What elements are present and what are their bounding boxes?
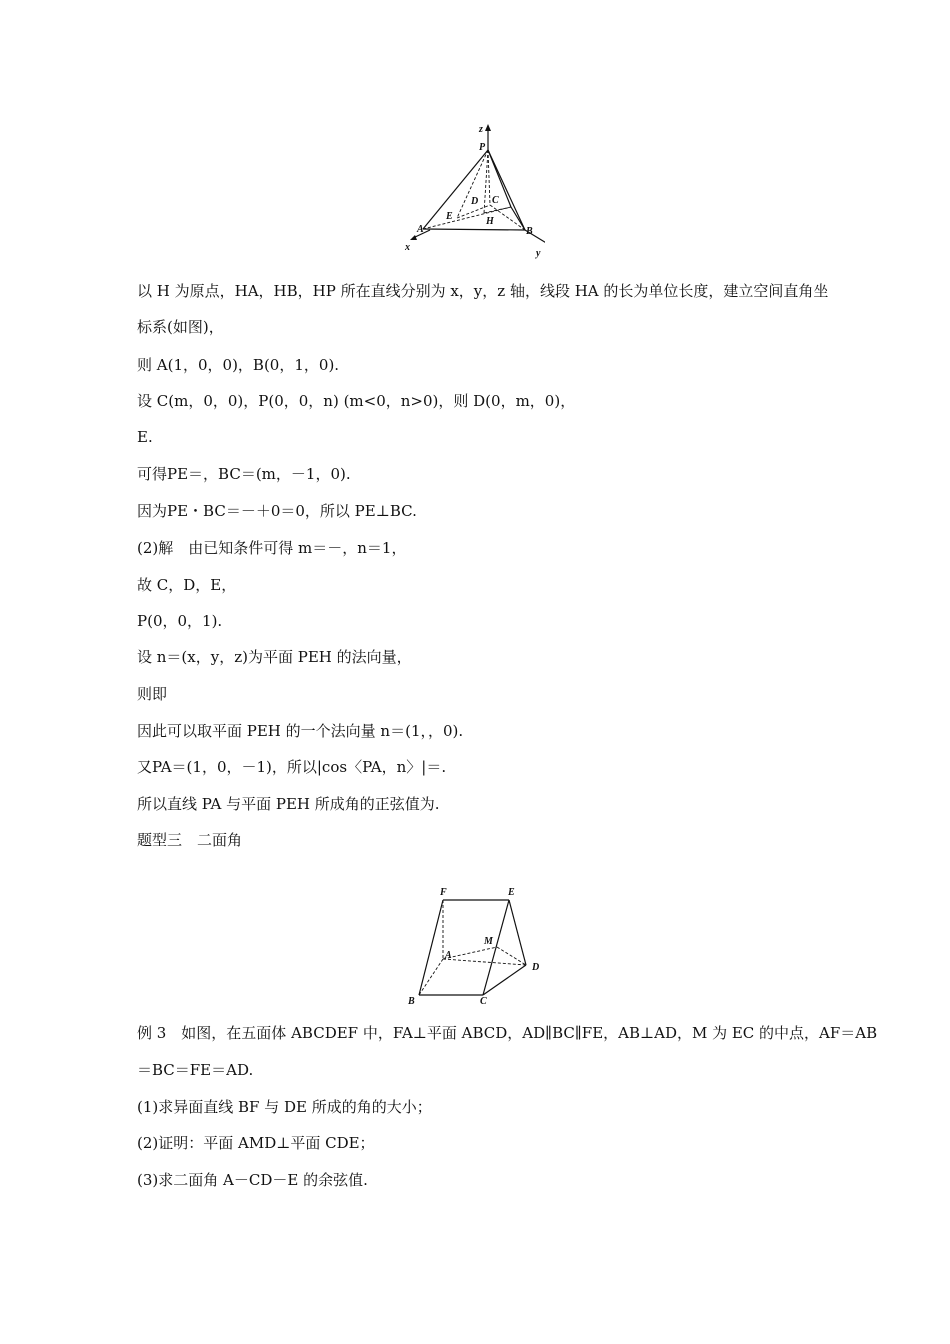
text-line: 以 H 为原点，HA，HB，HP 所在直线分别为 x，y，z 轴，线段 HA 的长为单位长度，建立空间直角坐	[137, 282, 829, 300]
text-line: 则 A(1，0，0)，B(0，1，0).	[137, 356, 340, 374]
text-line: (2)解 由已知条件可得 m＝－，n＝1，	[137, 539, 407, 557]
label-F: F	[440, 887, 447, 898]
text-line: 可得PE＝，BC＝(m，－1，0).	[137, 465, 351, 483]
text-line: 例 3 如图，在五面体 ABCDEF 中，FA⊥平面 ABCD，AD∥BC∥FE，AB⊥AD，M 为 EC 的中点，AF＝AB	[137, 1024, 878, 1042]
text-line: P(0，0，1).	[137, 612, 223, 630]
label-D: D	[532, 962, 540, 973]
text-line: (2)证明：平面 AMD⊥平面 CDE；	[137, 1134, 375, 1152]
label-C: C	[492, 195, 499, 206]
label-A: A	[417, 224, 424, 235]
text-line: 设 C(m，0，0)，P(0，0，n) (m<0，n>0)，则 D(0，m，0)，	[137, 392, 576, 410]
label-y: y	[536, 248, 541, 259]
label-B: B	[526, 226, 533, 237]
pyramid-figure	[395, 120, 545, 260]
text-line: E.	[137, 428, 153, 446]
label-z: z	[479, 124, 483, 135]
text-line: 设 n＝(x，y，z)为平面 PEH 的法向量，	[137, 648, 412, 666]
label-E: E	[446, 211, 453, 222]
text-line: 标系(如图)，	[137, 318, 224, 336]
label-x: x	[405, 242, 410, 253]
label-M: M	[484, 936, 493, 947]
text-line: 故 C，D，E，	[137, 576, 237, 594]
text-line: (1)求异面直线 BF 与 DE 所成的角的大小；	[137, 1098, 432, 1116]
text-line: 所以直线 PA 与平面 PEH 所成角的正弦值为.	[137, 795, 440, 813]
label-B: B	[408, 996, 415, 1006]
pentahedron-figure	[400, 882, 550, 1006]
label-P: P	[479, 142, 486, 153]
text-line: ＝BC＝FE＝AD.	[137, 1061, 254, 1079]
label-D: D	[471, 196, 479, 207]
label-E: E	[508, 887, 515, 898]
text-line: 因为PE・BC＝－＋0＝0，所以 PE⊥BC.	[137, 502, 417, 520]
label-H: H	[486, 216, 494, 227]
text-line: 又PA＝(1，0，－1)，所以|cos〈PA，n〉|＝.	[137, 758, 447, 776]
text-line: (3)求二面角 A－CD－E 的余弦值.	[137, 1171, 368, 1189]
section-heading: 题型三 二面角	[137, 831, 243, 849]
text-line: 因此可以取平面 PEH 的一个法向量 n＝(1，，0).	[137, 722, 464, 740]
text-line: 则即	[137, 685, 168, 703]
label-C: C	[480, 996, 487, 1006]
label-A: A	[445, 950, 452, 961]
